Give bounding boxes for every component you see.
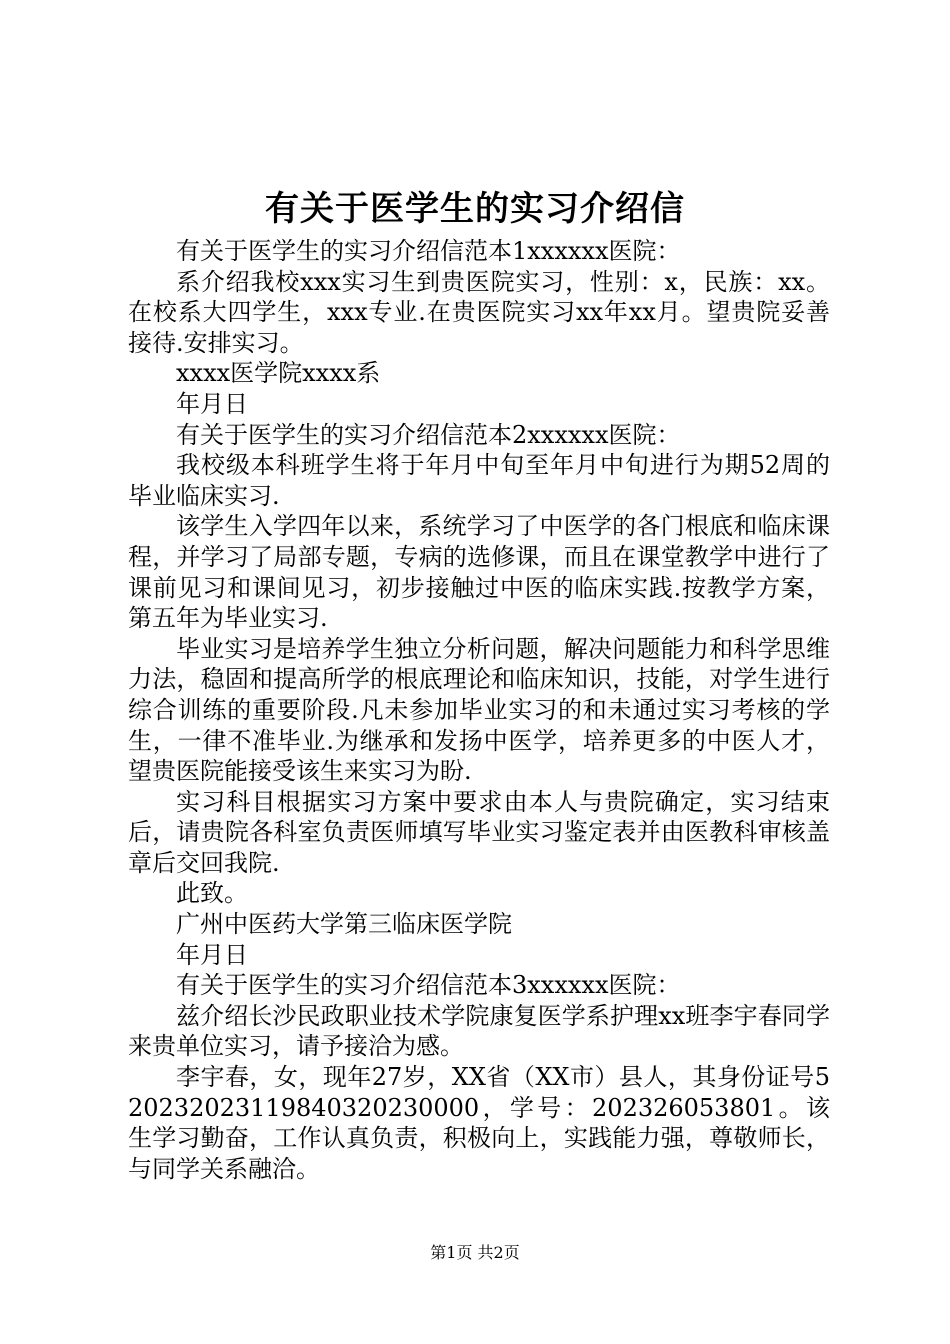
paragraph: 毕业实习是培养学生独立分析问题，解决问题能力和科学思维力法，稳固和提高所学的根底理论和临床知识，技能，对学生进行综合训练的重要阶段.凡未参加毕业实习的和未通过实习考核的学生，一律不准毕业.为继承和发扬中医学，培养更多的中医人才，望贵医院能接受该生来实习为盼. (128, 634, 830, 786)
paragraph: 有关于医学生的实习介绍信范本1xxxxxx医院： (176, 237, 681, 265)
paragraph: 有关于医学生的实习介绍信范本2xxxxxx医院： (176, 420, 681, 449)
paragraph: 有关于医学生的实习介绍信范本3xxxxxx医院： (176, 971, 681, 1000)
paragraph: 李宇春，女，现年27岁，XX省（XX市）县人，其身份证号520232023119840320230000，学号：202326053801。该生学习勤奋，工作认真负责，积极向上，实践能力强，尊敬师长，与同学关系融洽。 (128, 1063, 830, 1183)
paragraph: 该学生入学四年以来，系统学习了中医学的各门根底和临床课程，并学习了局部专题，专病的选修课，而且在课堂教学中进行了课前见习和课间见习，初步接触过中医的临床实践.按教学方案，第五年为毕业实习. (128, 512, 830, 633)
document-title: 有关于医学生的实习介绍信 (265, 189, 685, 229)
paragraph: xxxx医学院xxxx系 (176, 359, 381, 388)
paragraph: 年月日 (176, 940, 248, 969)
document-body (128, 236, 830, 1184)
paragraph: 此致。 (176, 879, 248, 908)
paragraph: 实习科目根据实习方案中要求由本人与贵院确定，实习结束后，请贵院各科室负责医师填写毕业实习鉴定表并由医教科审核盖章后交回我院. (128, 787, 830, 877)
paragraph: 我校级本科班学生将于年月中旬至年月中旬进行为期52周的毕业临床实习. (128, 451, 830, 510)
paragraph: 系介绍我校xxx实习生到贵医院实习，性别：x，民族：xx。在校系大四学生，xxx专业.在贵医院实习xx年xx月。望贵院妥善接待.安排实习。 (128, 267, 830, 357)
paragraph: 广州中医药大学第三临床医学院 (176, 910, 512, 939)
paragraph: 兹介绍长沙民政职业技术学院康复医学系护理xx班李宇春同学来贵单位实习，请予接洽为感。 (128, 1001, 830, 1061)
paragraph: 年月日 (176, 389, 248, 418)
page-number: 第1页 共2页 (430, 1243, 520, 1262)
